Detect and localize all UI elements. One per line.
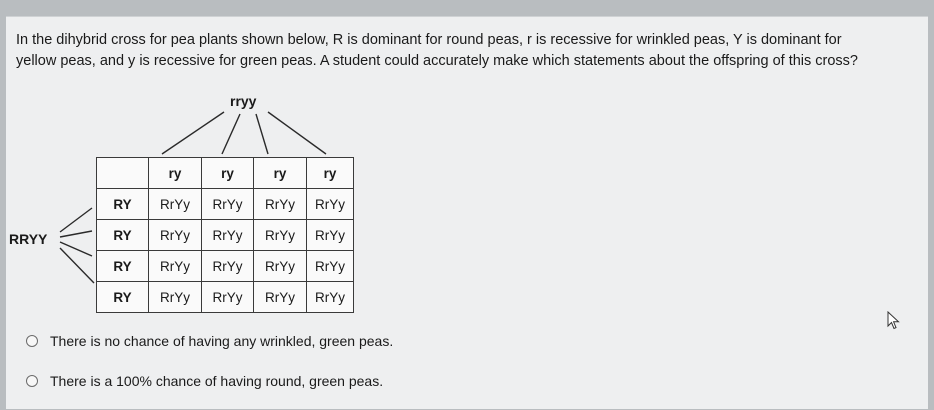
row-header: RY xyxy=(97,220,149,251)
question-text xyxy=(16,30,896,72)
offspring-cell: RrYy xyxy=(149,282,202,313)
corner-cell xyxy=(97,158,149,189)
offspring-cell: RrYy xyxy=(149,251,202,282)
offspring-cell: RrYy xyxy=(202,282,254,313)
answer-options xyxy=(26,330,393,410)
punnett-diagram xyxy=(0,90,380,315)
offspring-cell: RrYy xyxy=(149,220,202,251)
answer-option-label: There is a 100% chance of having round, green peas. xyxy=(50,373,384,389)
radio-button-icon[interactable] xyxy=(26,335,38,347)
mouse-pointer-icon xyxy=(887,311,901,331)
offspring-cell: RrYy xyxy=(254,282,307,313)
top-parent-genotype: rryy xyxy=(230,93,257,109)
table-row xyxy=(97,251,354,282)
header-row xyxy=(97,158,354,189)
offspring-cell: RrYy xyxy=(149,189,202,220)
row-header: RY xyxy=(97,282,149,313)
row-header: RY xyxy=(97,189,149,220)
top-line-4 xyxy=(268,112,326,154)
table-row xyxy=(97,189,354,220)
top-line-2 xyxy=(222,114,240,154)
row-header: RY xyxy=(97,251,149,282)
side-line-1 xyxy=(60,208,92,232)
col-header: ry xyxy=(202,158,254,189)
col-header: ry xyxy=(149,158,202,189)
top-line-1 xyxy=(162,112,224,154)
offspring-cell: RrYy xyxy=(202,220,254,251)
offspring-cell: RrYy xyxy=(307,282,354,313)
offspring-cell: RrYy xyxy=(202,189,254,220)
side-line-2 xyxy=(60,231,92,237)
punnett-square xyxy=(96,157,354,313)
offspring-cell: RrYy xyxy=(254,189,307,220)
offspring-cell: RrYy xyxy=(307,220,354,251)
table-row xyxy=(97,282,354,313)
question-line-2: yellow peas, and y is recessive for green peas. A student could accurately make which statements about the offspring of this cross? xyxy=(16,53,858,69)
answer-option-1[interactable] xyxy=(26,330,393,352)
radio-button-icon[interactable] xyxy=(26,375,38,387)
question-line-1: In the dihybrid cross for pea plants shown below, R is dominant for round peas, r is recessive for wrinkled peas, Y is dominant for xyxy=(16,32,842,48)
offspring-cell: RrYy xyxy=(254,220,307,251)
offspring-cell: RrYy xyxy=(254,251,307,282)
answer-option-label: There is no chance of having any wrinkled, green peas. xyxy=(50,333,394,349)
table-row xyxy=(97,220,354,251)
col-header: ry xyxy=(254,158,307,189)
side-line-4 xyxy=(60,248,94,283)
answer-option-2[interactable] xyxy=(26,370,393,392)
top-line-3 xyxy=(256,114,268,154)
offspring-cell: RrYy xyxy=(202,251,254,282)
col-header: ry xyxy=(307,158,354,189)
offspring-cell: RrYy xyxy=(307,251,354,282)
side-parent-genotype: RRYY xyxy=(9,231,48,247)
offspring-cell: RrYy xyxy=(307,189,354,220)
